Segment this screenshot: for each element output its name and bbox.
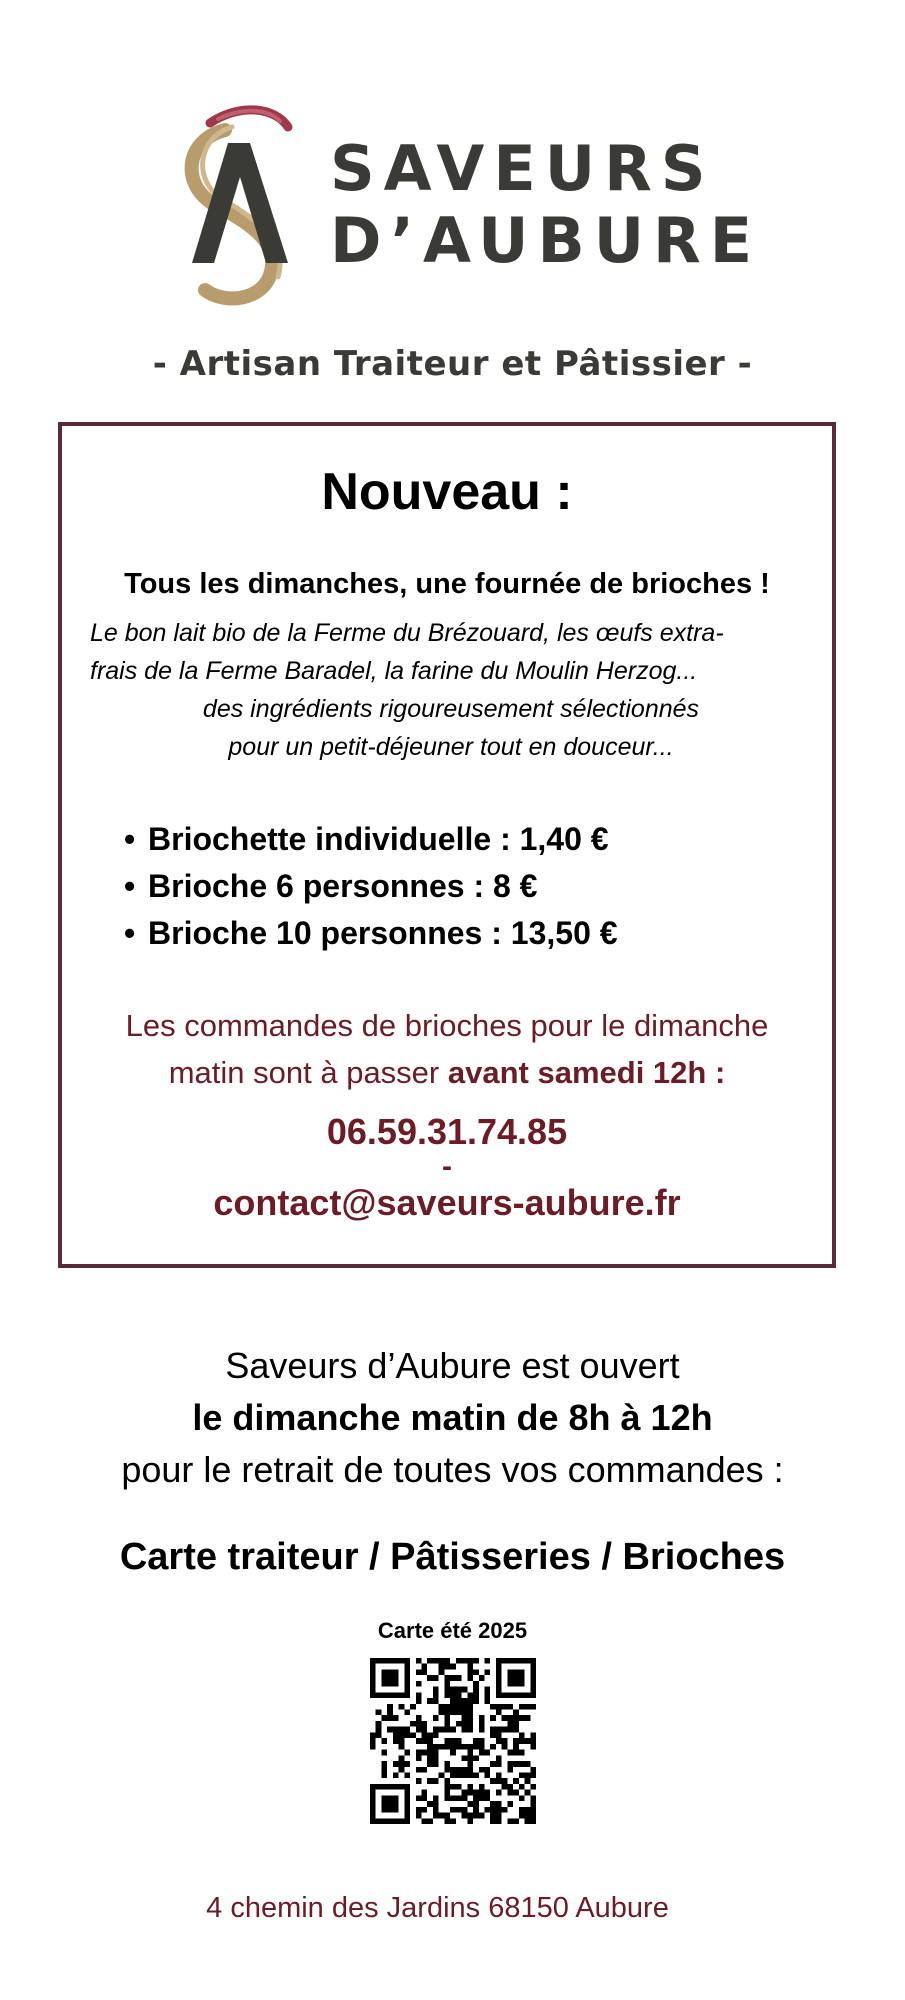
logo-line-1: SAVEURS	[330, 132, 715, 205]
order-instructions	[62, 1002, 832, 1096]
opening-line-1: Saveurs d’Aubure est ouvert	[225, 1345, 680, 1386]
carte-title: Carte traiteur / Pâtisseries / Brioches	[119, 1536, 786, 1578]
order-line-1: Les commandes de brioches pour le dimanche	[125, 1008, 769, 1043]
tagline: - Artisan Traiteur et Pâtissier -	[152, 344, 753, 384]
contact-block	[62, 1112, 832, 1224]
announcement-description	[90, 614, 812, 766]
announcement-subtitle: Tous les dimanches, une fournée de brioches !	[124, 568, 770, 600]
announcement-title: Nouveau :	[321, 463, 573, 521]
logo-line-2: D’AUBURE	[330, 204, 762, 277]
email-link[interactable]: contact@saveurs-aubure.fr	[213, 1182, 681, 1223]
phone-link[interactable]: 06.59.31.74.85	[326, 1111, 568, 1152]
description-line: pour un petit-déjeuner tout en douceur...	[228, 733, 674, 761]
description-line: des ingrédients rigoureusement sélectionnés	[202, 695, 700, 723]
bullet-icon: •	[124, 821, 136, 857]
opening-line-2: le dimanche matin de 8h à 12h	[192, 1397, 713, 1438]
opening-line-3: pour le retrait de toutes vos commandes :	[121, 1449, 784, 1490]
bullet-icon: •	[124, 915, 136, 951]
address: 4 chemin des Jardins 68150 Aubure	[206, 1892, 669, 1924]
price-item: • Brioche 10 personnes : 13,50 €	[124, 910, 618, 957]
qr-label: Carte été 2025	[377, 1618, 528, 1643]
qr-code-icon[interactable]	[370, 1658, 536, 1824]
order-deadline: avant samedi 12h :	[447, 1055, 726, 1090]
description-line: frais de la Ferme Baradel, la farine du Moulin Herzog...	[90, 657, 698, 685]
price-item: • Brioche 6 personnes : 8 €	[124, 863, 618, 910]
price-list	[124, 816, 618, 957]
opening-hours	[0, 1340, 905, 1496]
price-item: • Briochette individuelle : 1,40 €	[124, 816, 618, 863]
description-line: Le bon lait bio de la Ferme du Brézouard, les œufs extra-	[90, 619, 724, 647]
contact-separator: -	[442, 1150, 452, 1183]
brand-logo	[160, 105, 762, 310]
announcement-box	[58, 422, 836, 1268]
logo-monogram-icon	[170, 105, 305, 310]
bullet-icon: •	[124, 868, 136, 904]
order-line-2: matin sont à passer avant samedi 12h :	[168, 1055, 726, 1090]
